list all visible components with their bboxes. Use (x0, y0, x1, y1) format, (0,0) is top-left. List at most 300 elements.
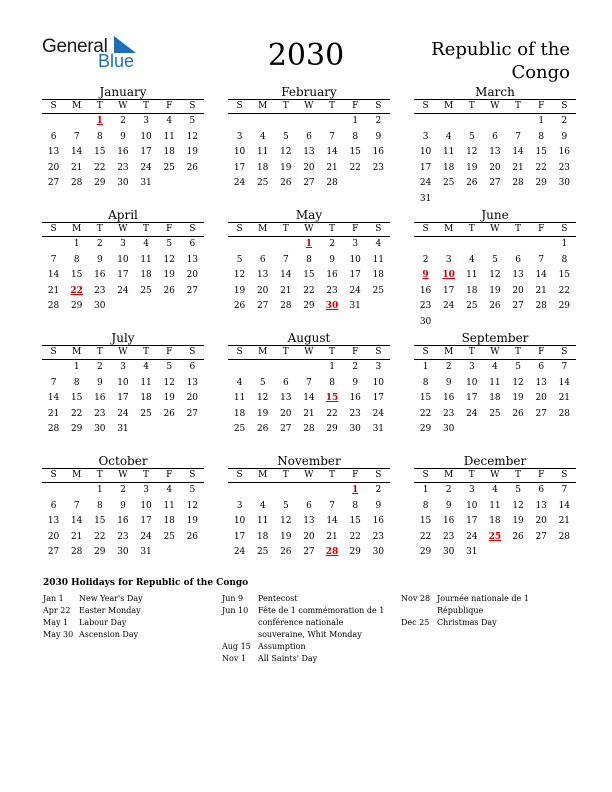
holiday-name: Journée nationale de 1 République (437, 594, 529, 615)
day-grid (414, 114, 576, 207)
day-cell: 16 (117, 147, 129, 157)
weekday-label: M (72, 347, 82, 357)
holiday-item (43, 605, 208, 617)
day-cell: 12 (233, 270, 246, 280)
day-cell: 8 (96, 500, 103, 511)
day-cell: 3 (236, 500, 243, 511)
weekday-header (228, 99, 390, 114)
day-cell: 13 (512, 270, 524, 280)
day-cell: 29 (303, 301, 315, 311)
day-cell: 5 (166, 239, 173, 249)
day-cell: 18 (372, 270, 385, 280)
day-cell: 4 (468, 254, 475, 265)
day-cell: 2 (422, 254, 429, 265)
weekday-label: F (538, 470, 545, 480)
weekday-label: T (468, 347, 475, 357)
day-cell: 8 (422, 377, 429, 388)
day-grid (228, 237, 390, 315)
day-cell: 10 (233, 516, 246, 526)
empty-cell (483, 114, 506, 130)
day-cell: 31 (372, 424, 385, 434)
day-cell: 23 (442, 408, 455, 419)
day-cell: 11 (233, 393, 246, 403)
day-cell: 26 (186, 162, 199, 173)
day-cell: 10 (349, 254, 361, 265)
day-cell: 17 (419, 162, 432, 173)
day-cell: 19 (233, 285, 246, 296)
day-cell: 15 (349, 516, 361, 526)
day-cell: 30 (94, 301, 106, 311)
empty-cell (228, 114, 251, 130)
weekday-label: T (143, 101, 150, 111)
day-cell: 14 (47, 393, 60, 403)
weekday-label: W (490, 101, 500, 111)
day-cell: 16 (558, 147, 571, 157)
month-september (414, 331, 576, 438)
weekday-label: M (258, 347, 268, 357)
day-cell: 14 (326, 516, 338, 526)
page-title-year: 2030 (267, 38, 345, 73)
day-cell: 9 (96, 254, 103, 265)
holiday-date: Dec 25 (401, 618, 430, 627)
empty-cell (297, 483, 320, 499)
day-cell: 22 (419, 408, 432, 419)
day-grid (414, 483, 576, 561)
day-cell: 29 (94, 547, 106, 557)
day-cell: 18 (233, 408, 246, 419)
empty-cell (437, 114, 460, 130)
day-cell: 5 (189, 485, 196, 495)
day-cell: 29 (70, 424, 83, 434)
day-cell: 19 (512, 516, 524, 526)
day-cell: 1 (73, 239, 80, 249)
day-cell: 21 (558, 516, 571, 526)
weekday-label: S (422, 470, 429, 480)
day-cell: 29 (558, 301, 571, 311)
holiday-name: Assumption (258, 642, 306, 651)
day-cell: 26 (163, 285, 175, 296)
day-cell: 8 (422, 500, 429, 511)
month-august (228, 331, 390, 438)
day-cell: 17 (466, 393, 478, 403)
day-cell: 23 (419, 301, 432, 311)
weekday-label: S (422, 224, 429, 234)
day-cell: 19 (466, 162, 478, 173)
day-cell: 4 (492, 485, 498, 495)
day-cell: 17 (117, 393, 129, 403)
day-cell: 8 (306, 254, 312, 265)
day-cell: 23 (117, 531, 129, 542)
day-cell: 5 (282, 500, 289, 511)
weekday-label: M (444, 470, 454, 480)
day-cell: 20 (512, 285, 524, 296)
day-cell: 26 (233, 301, 246, 311)
weekday-label: F (352, 224, 359, 234)
day-cell: 7 (306, 377, 312, 388)
weekday-label: M (444, 347, 454, 357)
day-cell: 28 (303, 424, 315, 434)
weekday-label: S (236, 224, 243, 234)
empty-cell (321, 114, 344, 130)
weekday-label: T (515, 224, 522, 234)
day-cell: 18 (163, 147, 175, 157)
day-cell: 2 (445, 485, 452, 495)
day-cell: 3 (143, 116, 149, 126)
holiday-column (43, 593, 208, 641)
day-cell: 21 (70, 531, 83, 542)
day-cell: 7 (50, 254, 57, 265)
day-grid (228, 483, 390, 561)
day-cell: 16 (372, 147, 385, 157)
day-cell: 13 (47, 147, 60, 157)
day-cell: 3 (468, 362, 475, 372)
day-cell: 25 (256, 178, 269, 188)
day-grid (228, 360, 390, 438)
day-cell: 6 (259, 254, 266, 265)
weekday-label: T (143, 470, 150, 480)
weekday-label: T (329, 470, 336, 480)
day-cell: 2 (120, 485, 126, 495)
holiday-day-cell: 15 (325, 393, 339, 403)
day-cell: 25 (233, 424, 246, 434)
weekday-label: S (561, 101, 568, 111)
day-cell: 27 (535, 531, 547, 542)
day-cell: 29 (419, 547, 432, 557)
day-cell: 21 (558, 393, 571, 403)
day-cell: 17 (140, 516, 152, 526)
day-cell: 4 (375, 239, 382, 249)
empty-cell (228, 483, 251, 499)
day-cell: 12 (256, 393, 269, 403)
weekday-label: F (166, 224, 173, 234)
day-cell: 7 (73, 131, 80, 142)
empty-cell (42, 114, 65, 130)
day-cell: 11 (372, 254, 385, 265)
weekday-label: F (538, 101, 545, 111)
day-cell: 14 (70, 516, 83, 526)
day-cell: 28 (326, 178, 338, 188)
day-cell: 11 (140, 377, 152, 388)
day-cell: 12 (280, 147, 292, 157)
day-cell: 3 (120, 362, 126, 372)
day-cell: 10 (140, 500, 152, 511)
day-cell: 13 (186, 254, 199, 265)
day-cell: 28 (47, 301, 60, 311)
day-cell: 19 (186, 147, 199, 157)
weekday-header (414, 345, 576, 360)
weekday-header (414, 222, 576, 237)
day-cell: 13 (535, 377, 547, 388)
day-cell: 29 (419, 424, 432, 434)
empty-cell (274, 360, 297, 376)
day-cell: 4 (445, 131, 452, 142)
day-grid (414, 360, 576, 438)
weekday-label: S (561, 347, 568, 357)
day-cell: 21 (47, 285, 60, 296)
day-cell: 14 (558, 377, 571, 388)
day-cell: 3 (468, 485, 475, 495)
weekday-label: W (304, 224, 314, 234)
day-cell: 29 (94, 178, 106, 188)
weekday-label: T (96, 224, 103, 234)
month-title: January (99, 85, 147, 99)
day-cell: 29 (349, 547, 361, 557)
empty-cell (42, 237, 65, 253)
day-cell: 26 (489, 301, 501, 311)
day-cell: 16 (326, 270, 338, 280)
weekday-label: S (375, 101, 382, 111)
holiday-day-cell: 1 (96, 116, 103, 126)
holiday-name: Easter Monday (79, 606, 141, 615)
holiday-date: Nov 28 (401, 594, 431, 603)
day-cell: 18 (163, 516, 175, 526)
month-title: June (481, 208, 509, 222)
day-cell: 10 (466, 377, 478, 388)
weekday-header (42, 468, 204, 483)
day-cell: 23 (94, 285, 106, 296)
day-cell: 21 (512, 162, 524, 173)
day-cell: 19 (256, 408, 269, 419)
weekday-header (228, 345, 390, 360)
day-cell: 12 (466, 147, 478, 157)
weekday-label: S (422, 101, 429, 111)
day-cell: 6 (50, 500, 57, 511)
month-october (42, 454, 204, 561)
day-cell: 27 (535, 408, 547, 419)
weekday-label: M (72, 470, 82, 480)
day-cell: 19 (163, 393, 175, 403)
day-cell: 7 (73, 500, 80, 511)
weekday-label: T (515, 470, 522, 480)
weekday-label: T (282, 470, 289, 480)
day-cell: 12 (512, 500, 524, 511)
day-cell: 5 (166, 362, 173, 372)
day-cell: 30 (558, 178, 571, 188)
day-cell: 11 (442, 147, 455, 157)
day-cell: 18 (466, 285, 478, 296)
day-cell: 9 (329, 254, 335, 265)
day-cell: 1 (96, 485, 103, 495)
holiday-date: Jun 10 (222, 606, 249, 615)
day-cell: 20 (489, 162, 501, 173)
day-cell: 16 (419, 285, 432, 296)
day-cell: 18 (489, 393, 501, 403)
day-cell: 13 (256, 270, 269, 280)
empty-cell (321, 483, 344, 499)
weekday-label: T (282, 347, 289, 357)
day-cell: 18 (442, 162, 455, 173)
day-cell: 26 (186, 531, 199, 542)
month-title: July (111, 331, 135, 345)
weekday-label: F (538, 224, 545, 234)
day-cell: 9 (445, 500, 452, 511)
day-cell: 11 (256, 147, 269, 157)
day-cell: 28 (558, 408, 571, 419)
day-cell: 3 (236, 131, 243, 142)
weekday-label: W (304, 347, 314, 357)
day-cell: 8 (96, 131, 103, 142)
holiday-name: Pentecost (258, 594, 298, 603)
day-cell: 23 (442, 531, 455, 542)
day-cell: 5 (259, 377, 266, 388)
day-cell: 17 (442, 285, 455, 296)
empty-cell (530, 237, 553, 253)
day-cell: 25 (442, 178, 455, 188)
day-cell: 20 (47, 531, 60, 542)
day-cell: 26 (512, 408, 524, 419)
day-cell: 13 (303, 516, 315, 526)
weekday-header (228, 468, 390, 483)
weekday-label: S (236, 347, 243, 357)
day-cell: 8 (329, 377, 335, 388)
day-cell: 22 (349, 531, 361, 542)
day-cell: 16 (372, 516, 385, 526)
day-cell: 6 (282, 377, 289, 388)
day-cell: 1 (352, 116, 359, 126)
weekday-label: W (118, 101, 128, 111)
day-cell: 5 (282, 131, 289, 142)
day-cell: 25 (163, 162, 175, 173)
day-cell: 8 (73, 377, 80, 388)
day-cell: 12 (489, 270, 501, 280)
day-cell: 24 (117, 408, 129, 419)
day-cell: 31 (419, 193, 432, 204)
weekday-label: T (515, 347, 522, 357)
day-cell: 20 (186, 270, 199, 280)
day-cell: 11 (163, 131, 175, 142)
day-cell: 24 (349, 285, 361, 296)
weekday-label: M (258, 470, 268, 480)
day-cell: 5 (236, 254, 243, 265)
weekday-header (42, 99, 204, 114)
day-cell: 3 (143, 485, 149, 495)
month-february (228, 85, 390, 192)
holiday-day-cell: 9 (422, 270, 429, 280)
day-cell: 10 (466, 500, 478, 511)
day-cell: 9 (96, 377, 103, 388)
day-cell: 27 (256, 301, 269, 311)
day-cell: 10 (117, 254, 129, 265)
day-cell: 22 (349, 162, 361, 173)
weekday-label: S (375, 470, 382, 480)
weekday-label: T (468, 101, 475, 111)
weekday-label: W (304, 470, 314, 480)
day-cell: 23 (558, 162, 571, 173)
weekday-label: T (515, 101, 522, 111)
day-cell: 2 (375, 116, 382, 126)
weekday-label: M (444, 224, 454, 234)
empty-cell (274, 237, 297, 253)
day-cell: 30 (349, 424, 361, 434)
day-cell: 14 (326, 147, 338, 157)
day-cell: 27 (47, 178, 60, 188)
holiday-name: New Year's Day (79, 594, 143, 603)
month-may (228, 208, 390, 315)
day-cell: 26 (256, 424, 269, 434)
weekday-label: W (490, 224, 500, 234)
day-cell: 18 (489, 516, 501, 526)
holiday-item (43, 617, 208, 629)
day-cell: 21 (535, 285, 547, 296)
day-cell: 15 (70, 270, 83, 280)
day-cell: 26 (280, 547, 292, 557)
day-grid (414, 237, 576, 330)
empty-cell (297, 114, 320, 130)
day-cell: 17 (233, 531, 246, 542)
day-cell: 25 (140, 408, 152, 419)
day-cell: 14 (535, 270, 547, 280)
day-cell: 3 (422, 131, 429, 142)
empty-cell (297, 360, 320, 376)
month-june (414, 208, 576, 330)
holiday-name: All Saints' Day (258, 654, 318, 663)
day-cell: 8 (352, 500, 359, 511)
holiday-item (222, 653, 387, 665)
holiday-column (222, 593, 387, 665)
day-cell: 23 (349, 408, 361, 419)
day-cell: 6 (50, 131, 57, 142)
day-cell: 12 (512, 377, 524, 388)
day-cell: 12 (163, 377, 175, 388)
day-cell: 16 (442, 516, 455, 526)
day-cell: 17 (233, 162, 246, 173)
day-cell: 13 (47, 516, 60, 526)
day-cell: 30 (372, 547, 385, 557)
holiday-date: May 1 (43, 618, 69, 627)
day-cell: 25 (163, 531, 175, 542)
day-cell: 22 (94, 162, 106, 173)
day-cell: 7 (538, 254, 545, 265)
day-cell: 16 (442, 393, 455, 403)
weekday-label: T (468, 470, 475, 480)
day-cell: 6 (538, 485, 545, 495)
empty-cell (274, 483, 297, 499)
weekday-label: W (304, 101, 314, 111)
weekday-label: S (422, 347, 429, 357)
holiday-item (401, 617, 566, 629)
weekday-label: S (561, 224, 568, 234)
day-cell: 7 (329, 500, 335, 511)
holiday-day-cell: 30 (325, 301, 339, 311)
day-cell: 26 (466, 178, 478, 188)
weekday-label: S (50, 347, 57, 357)
holiday-day-cell: 1 (352, 485, 359, 495)
empty-cell (414, 114, 437, 130)
day-cell: 10 (117, 377, 129, 388)
day-cell: 15 (419, 393, 432, 403)
day-cell: 11 (489, 500, 501, 511)
day-cell: 20 (186, 393, 199, 403)
day-cell: 10 (140, 131, 152, 142)
day-cell: 26 (163, 408, 175, 419)
weekday-label: T (329, 101, 336, 111)
day-cell: 3 (352, 239, 359, 249)
weekday-label: T (143, 224, 150, 234)
day-cell: 27 (186, 285, 199, 296)
holidays-title: 2030 Holidays for Republic of the Congo (43, 578, 249, 588)
day-cell: 3 (375, 362, 382, 372)
day-cell: 16 (117, 516, 129, 526)
logo-blue-text: Blue (98, 51, 135, 71)
weekday-header (42, 345, 204, 360)
day-cell: 3 (445, 254, 452, 265)
day-cell: 18 (256, 531, 269, 542)
day-cell: 17 (117, 270, 129, 280)
day-cell: 31 (117, 424, 129, 434)
day-cell: 5 (492, 254, 498, 265)
day-cell: 19 (512, 393, 524, 403)
country-name: Republic of the Congo (431, 39, 570, 83)
